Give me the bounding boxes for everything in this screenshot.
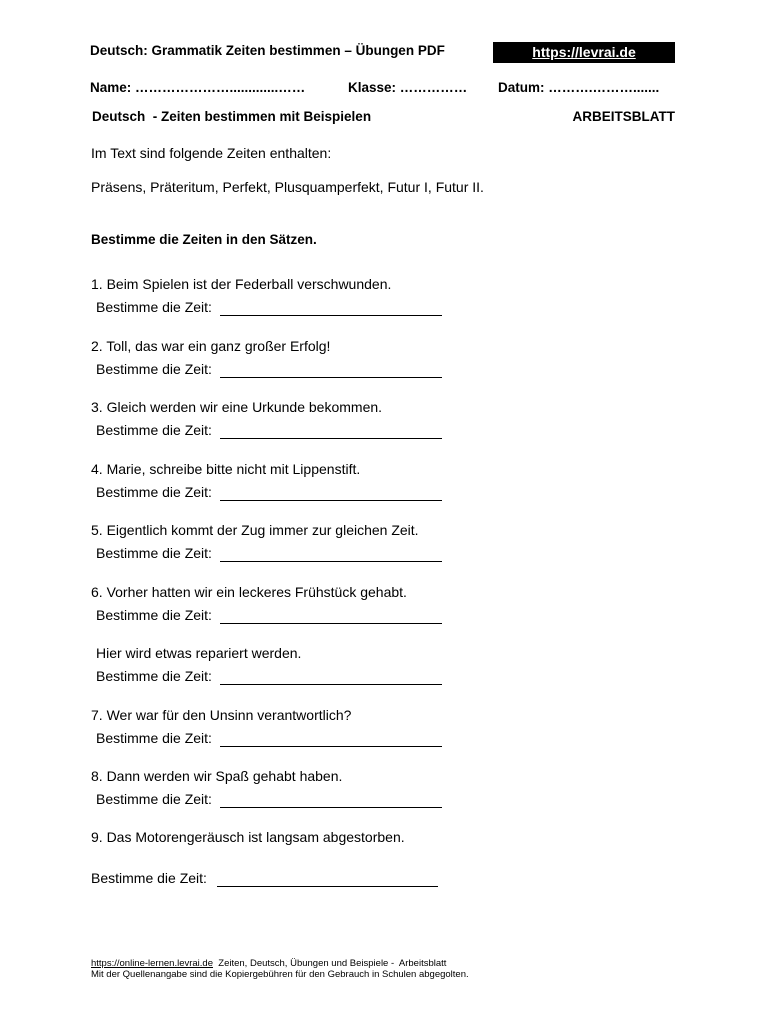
exercise-sentence: 3. Gleich werden wir eine Urkunde bekommen. [91,399,383,415]
answer-prompt: Bestimme die Zeit: [96,361,212,377]
answer-prompt: Bestimme die Zeit: [96,607,212,623]
tense-list: Präsens, Präteritum, Perfekt, Plusquamperfekt, Futur I, Futur II. [91,179,484,195]
date-field: Datum: ……….………....... [498,80,660,95]
answer-prompt: Bestimme die Zeit: [96,668,212,684]
answer-blank[interactable] [220,377,442,378]
answer-prompt: Bestimme die Zeit: [96,730,212,746]
exercise-sentence: 7. Wer war für den Unsinn verantwortlich? [91,707,352,723]
answer-blank[interactable] [220,315,442,316]
footer-line-2: Mit der Quellenangabe sind die Kopiergebühren für den Gebrauch in Schulen abgegolten. [91,969,469,980]
footer-description: Zeiten, Deutsch, Übungen und Beispiele - Arbeitsblatt [213,958,447,969]
answer-blank[interactable] [220,746,442,747]
answer-prompt: Bestimme die Zeit: [91,870,207,886]
answer-blank[interactable] [220,684,442,685]
intro-line: Im Text sind folgende Zeiten enthalten: [91,145,332,161]
exercise-sentence: 1. Beim Spielen ist der Federball verschwunden. [91,276,392,292]
answer-prompt: Bestimme die Zeit: [96,422,212,438]
exercise-sentence: 2. Toll, das war ein ganz großer Erfolg! [91,338,331,354]
answer-blank[interactable] [220,807,442,808]
answer-prompt: Bestimme die Zeit: [96,791,212,807]
exercise-sentence: Hier wird etwas repariert werden. [96,645,302,661]
answer-prompt: Bestimme die Zeit: [96,545,212,561]
answer-blank[interactable] [220,438,442,439]
exercise-sentence: 8. Dann werden wir Spaß gehabt haben. [91,768,343,784]
worksheet-label: ARBEITSBLATT [572,109,675,124]
exercise-sentence: 6. Vorher hatten wir ein leckeres Frühstück gehabt. [91,584,407,600]
footer-link[interactable]: https://online-lernen.levrai.de [91,958,213,969]
exercise-sentence: 4. Marie, schreibe bitte nicht mit Lippenstift. [91,461,361,477]
class-field: Klasse: …………… [348,80,468,95]
footer-line-1 [91,958,446,969]
answer-prompt: Bestimme die Zeit: [96,299,212,315]
subtitle: Deutsch - Zeiten bestimmen mit Beispielen [92,109,372,124]
answer-blank[interactable] [217,886,438,887]
answer-prompt: Bestimme die Zeit: [96,484,212,500]
answer-blank[interactable] [220,561,442,562]
name-field: Name: ………………….............…… [90,80,306,95]
exercise-sentence: 9. Das Motorengeräusch ist langsam abgestorben. [91,829,405,845]
task-heading: Bestimme die Zeiten in den Sätzen. [91,232,317,247]
answer-blank[interactable] [220,500,442,501]
page-title: Deutsch: Grammatik Zeiten bestimmen – Übungen PDF [90,43,445,58]
exercise-sentence: 5. Eigentlich kommt der Zug immer zur gleichen Zeit. [91,522,419,538]
answer-blank[interactable] [220,623,442,624]
brand-link[interactable]: https://levrai.de [493,42,675,63]
